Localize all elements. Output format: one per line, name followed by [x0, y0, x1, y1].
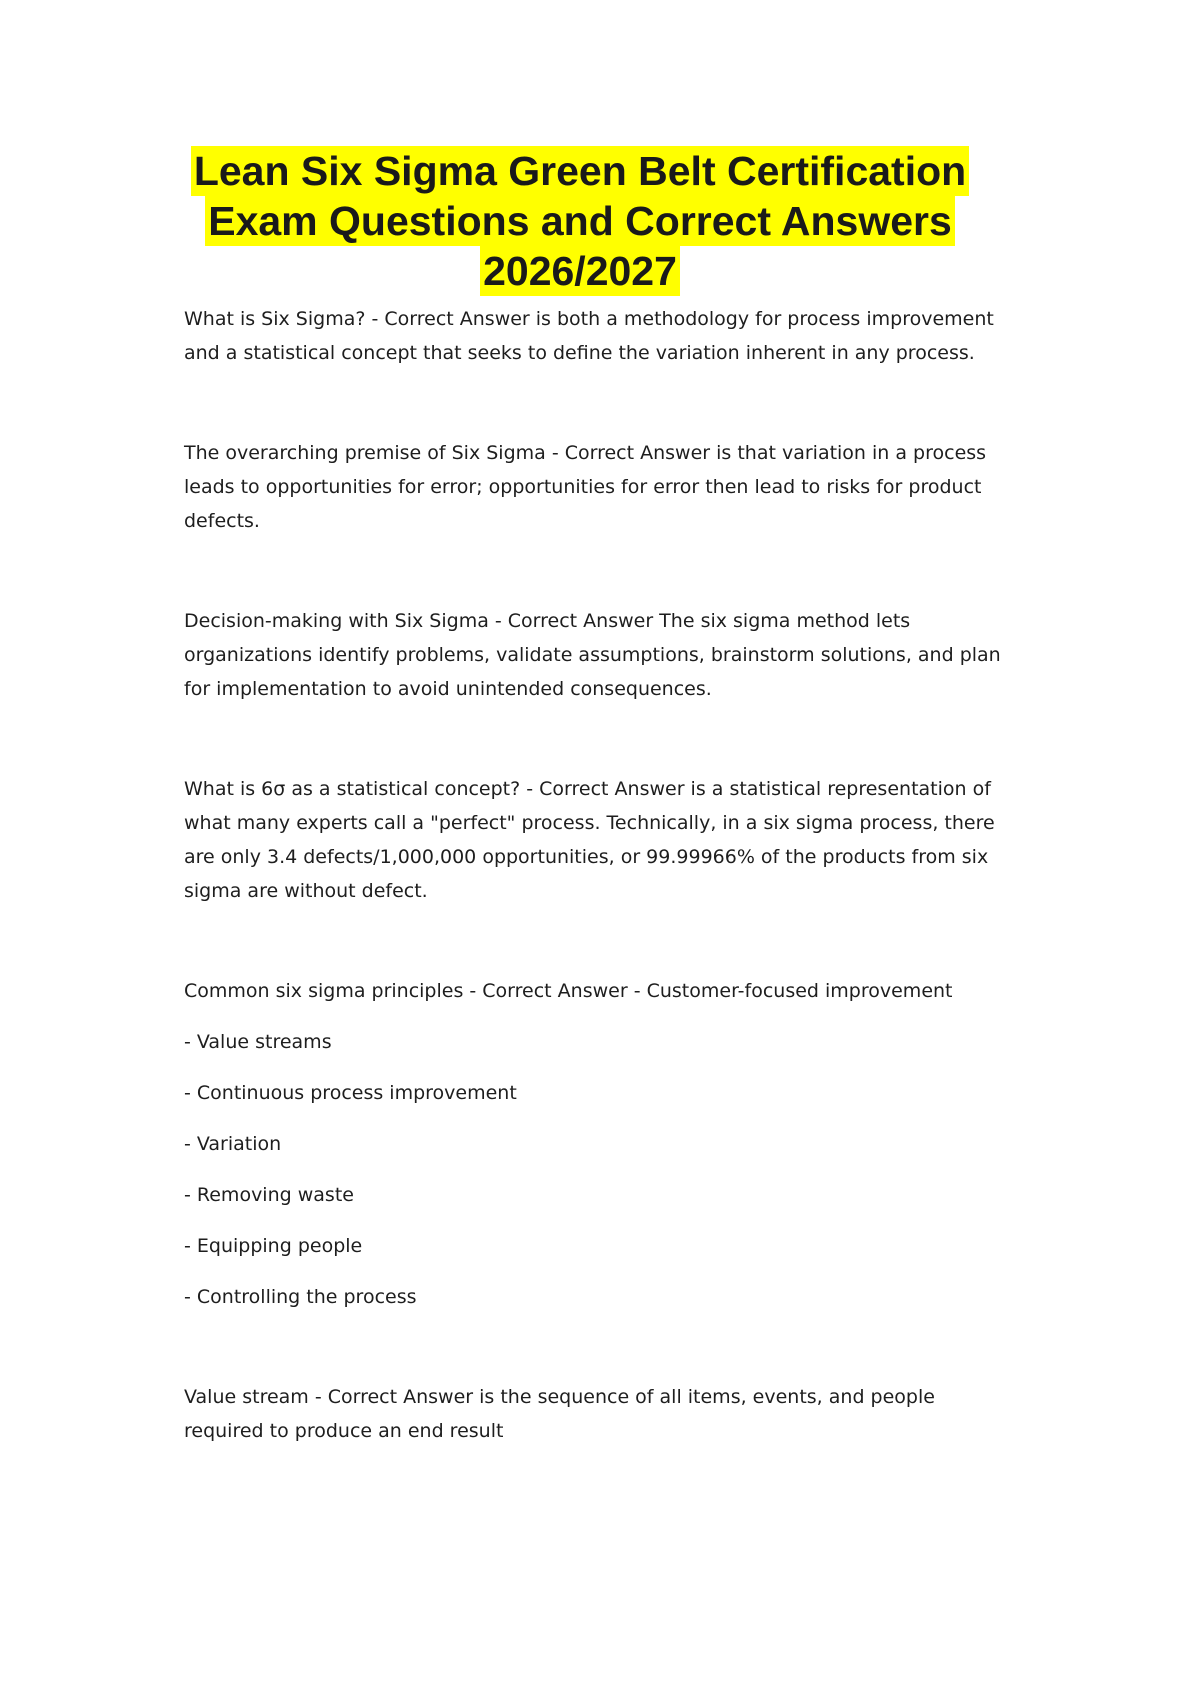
qa-paragraph: Value stream - Correct Answer is the sequence of all items, events, and people required to produce an end result [184, 1386, 935, 1442]
qa-paragraph: Decision-making with Six Sigma - Correct Answer The six sigma method lets organizations identify problems, validate assumptions, brainstorm solutions, and plan for implementation to avoid unintended consequences. [184, 610, 1001, 700]
title-line: Exam Questions and Correct Answers [205, 196, 955, 246]
principle-item: - Removing waste [184, 1184, 354, 1206]
document-body [184, 302, 1014, 1448]
principles-heading: Common six sigma principles - Correct Answer - Customer-focused improvement [184, 980, 953, 1002]
qa-paragraph: What is 6σ as a statistical concept? - Correct Answer is a statistical representation of what many experts call a "perfect" process. Technically, in a six sigma process, there are only 3.4 defects/1,000,000 opportunities, or 99.99966% of the products from six sigma are without defect. [184, 778, 995, 902]
title-line: 2026/2027 [480, 246, 680, 296]
principle-item: - Equipping people [184, 1235, 363, 1257]
principle-item: - Value streams [184, 1031, 332, 1053]
principle-item: - Controlling the process [184, 1286, 417, 1308]
principle-item: - Continuous process improvement [184, 1082, 517, 1104]
document-title [150, 146, 1010, 296]
qa-paragraph: The overarching premise of Six Sigma - Correct Answer is that variation in a process leads to opportunities for error; opportunities for error then lead to risks for product defects. [184, 442, 987, 532]
title-line: Lean Six Sigma Green Belt Certification [191, 146, 969, 196]
qa-paragraph: What is Six Sigma? - Correct Answer is both a methodology for process improvement and a statistical concept that seeks to define the variation inherent in any process. [184, 308, 994, 364]
principle-item: - Variation [184, 1133, 282, 1155]
